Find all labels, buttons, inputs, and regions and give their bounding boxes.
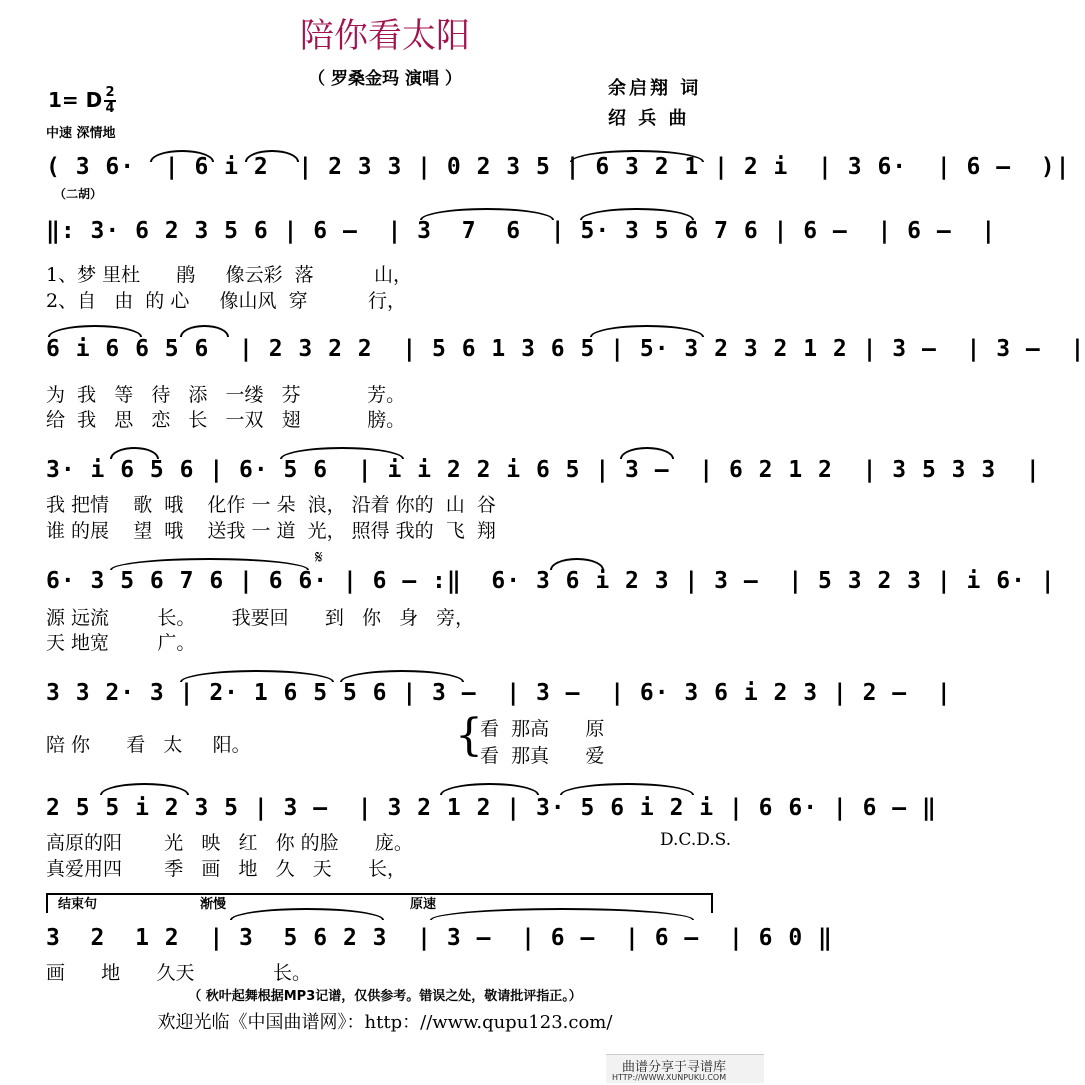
lyrics-row-5-alt-2: 看 那真 爱 bbox=[480, 745, 605, 767]
notation-row-3: 6 i 6 6 5 6 | 2 3 2 2 | 5 6 1 3 6 5 | 5· 3 2 3 2 1 2 | 3 – | 3 – | bbox=[46, 336, 1085, 362]
segno-icon: 𝄋 bbox=[315, 547, 323, 568]
lyrics-row-7: 画 地 久天 长。 bbox=[46, 962, 311, 984]
song-title: 陪你看太阳 bbox=[300, 16, 470, 56]
slur bbox=[100, 783, 189, 795]
ending-label: 结束句 bbox=[58, 897, 98, 912]
tempo-marking: 中速 深情地 bbox=[46, 126, 116, 141]
lyrics-row-4-verse-2: 天 地宽 广。 bbox=[46, 632, 196, 654]
key-signature: 1= D bbox=[48, 88, 103, 112]
lyrics-row-1-verse-2: 2、自 由 的 心 像山风 穿 行， bbox=[46, 290, 406, 312]
erhu-label: （二胡） bbox=[54, 187, 103, 201]
singer-line: （ 罗桑金玛 演唱 ） bbox=[308, 69, 462, 89]
tie bbox=[560, 783, 694, 795]
a-tempo-label: 原速 bbox=[410, 897, 437, 912]
lyrics-row-5: 陪 你 看 太 阳。 bbox=[46, 734, 251, 756]
lyrics-row-3-verse-2: 谁 的展 望 哦 送我 一 道 光， 照得 我的 飞 翔 bbox=[46, 520, 496, 542]
lyrics-row-6-verse-1: 高原的阳 光 映 红 你 的脸 庞。 bbox=[46, 832, 413, 854]
lyricist-credit: 余启翔 词 bbox=[608, 78, 702, 99]
notation-row-8: 3 2 1 2 | 3 5 6 2 3 | 3 – | 6 – | 6 – | 6 0 ‖ bbox=[46, 925, 833, 951]
time-signature bbox=[104, 86, 116, 116]
dcds-marking: D.C.D.S. bbox=[660, 830, 732, 850]
watermark-text: 曲谱分享于寻谱库 bbox=[622, 1060, 727, 1075]
lyrics-row-5-alt-1: 看 那高 原 bbox=[480, 718, 605, 740]
brace-icon: { bbox=[455, 710, 483, 761]
notation-row-4: 3· i 6 5 6 | 6· 5 6 | i i 2 2 i 6 5 | 3 – | 6 2 1 2 | 3 5 3 3 | bbox=[46, 457, 1041, 483]
lyrics-row-2-verse-1: 为 我 等 待 添 一缕 芬 芳。 bbox=[46, 384, 406, 406]
watermark-url: HTTP://WWW.XUNPUKU.COM bbox=[612, 1073, 727, 1082]
notation-row-6: 3 3 2· 3 | 2· 1 6 5 5 6 | 3 – | 3 – | 6· 3 6 i 2 3 | 2 – | bbox=[46, 680, 952, 706]
lyrics-row-4-verse-1: 源 远流 长。 我要回 到 你 身 旁， bbox=[46, 607, 475, 629]
composer-credit: 绍 兵 曲 bbox=[608, 108, 690, 129]
time-signature-bottom: 4 bbox=[105, 101, 115, 116]
lyrics-row-1-verse-1: 1、梦 里杜 鹃 像云彩 落 山， bbox=[46, 264, 413, 286]
slur bbox=[440, 783, 539, 795]
transcription-note: （ 秋叶起舞根据MP3记谱，仅供参考。错误之处，敬请批评指正。） bbox=[188, 989, 582, 1004]
lyrics-row-3-verse-1: 我 把情 歌 哦 化作 一 朵 浪， 沿着 你的 山 谷 bbox=[46, 494, 496, 516]
notation-row-7: 2 5 5 i 2 3 5 | 3 – | 3 2 1 2 | 3· 5 6 i 2 i | 6 6· | 6 – ‖ bbox=[46, 795, 937, 821]
lyrics-row-6-verse-2: 真爱用四 季 画 地 久 天 长， bbox=[46, 858, 406, 880]
notation-row-2: ‖: 3· 6 2 3 5 6 | 6 – | 3 7 6 | 5· 3 5 6 7 6 | 6 – | 6 – | bbox=[46, 218, 997, 244]
time-signature-top: 2 bbox=[105, 85, 115, 100]
lyrics-row-2-verse-2: 给 我 思 恋 长 一双 翅 膀。 bbox=[46, 409, 406, 431]
website-line: 欢迎光临《中国曲谱网》：http：//www.qupu123.com/ bbox=[157, 1012, 613, 1033]
slower-label: 渐慢 bbox=[200, 897, 227, 912]
notation-row-5: 6· 3 5 6 7 6 | 6 6· | 6 – :‖ 6· 3 6 i 2 3 | 3 – | 5 3 2 3 | i 6· | bbox=[46, 568, 1056, 594]
notation-row-1: ( 3 6· | 6 i 2 | 2 3 3 | 0 2 3 5 | 6 3 2 1 | 2 i | 3 6· | 6 – )| bbox=[46, 154, 1071, 180]
